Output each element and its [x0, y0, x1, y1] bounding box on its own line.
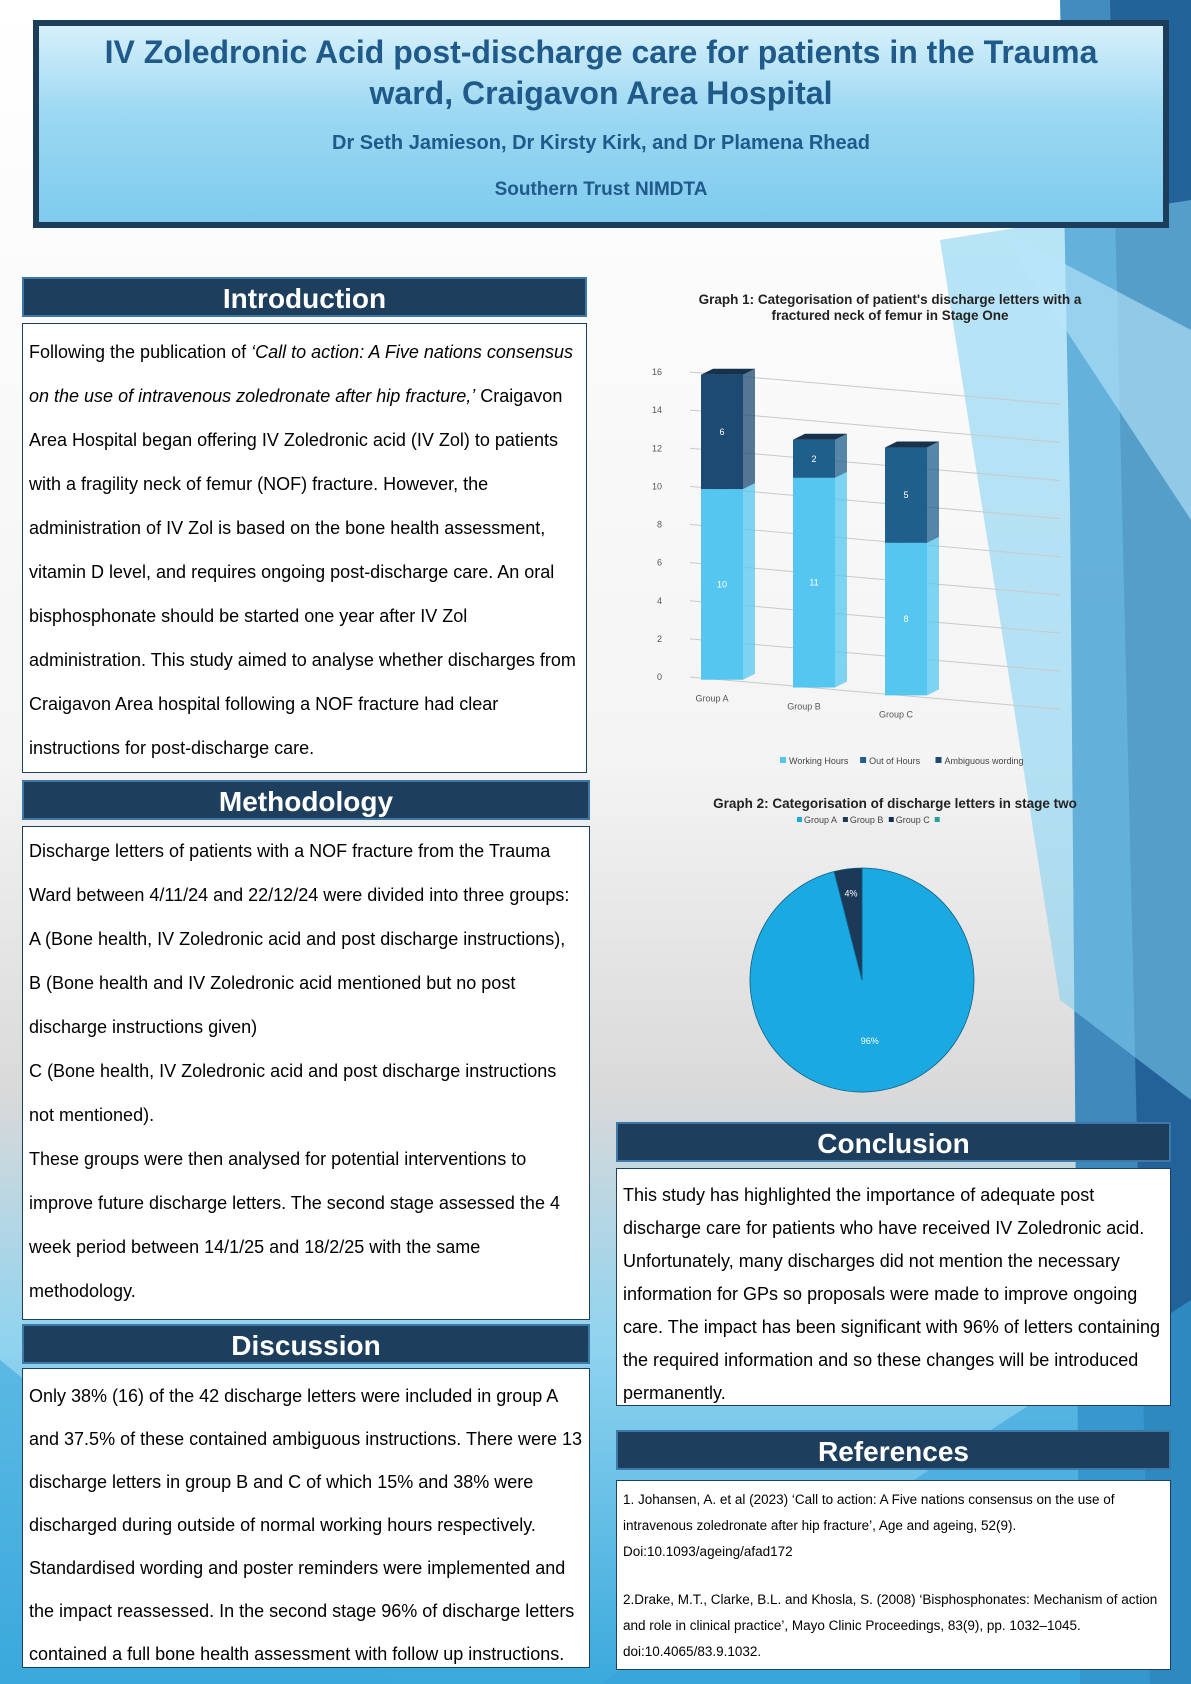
legend-swatch: [843, 817, 848, 822]
discussion-text: Only 38% (16) of the 42 discharge letters were included in group A and 37.5% of these contained ambiguous instructions. There were 13 discharge letters in group B and C of which 15% and 38% were discharged during outside of normal working hours respectively. Standardised wording and poster reminders were implemented and the impact reassessed. In the second stage 96% of discharge letters contained a full bone health assessment with follow up instructions.: [22, 1368, 590, 1668]
introduction-heading: Introduction: [22, 277, 587, 317]
conclusion-text: This study has highlighted the importance of adequate post discharge care for patients who have received IV Zoledronic acid. Unfortunately, many discharges did not mention the necessary information for GPs so proposals were made to improve ongoing care. The impact has been significant with 96% of letters containing the required information and so these changes will be introduced permanently.: [616, 1168, 1171, 1406]
bar-value-label: 11: [809, 577, 819, 588]
gridline: [690, 677, 1060, 709]
methodology-line: B (Bone health and IV Zoledronic acid mentioned but no post discharge instructions given): [29, 973, 516, 1037]
y-tick-label: 6: [656, 557, 662, 568]
legend-swatch: [935, 817, 940, 822]
bar-segment-side: [835, 434, 847, 478]
introduction-citation: ‘Call to action: A Five nations consensus on the use of intravenous zoledronate after hip fracture,’: [29, 342, 573, 406]
y-tick-label: 14: [651, 405, 662, 416]
legend-label: Out of Hours: [869, 756, 921, 766]
conclusion-section: [616, 1122, 1171, 1406]
y-tick-label: 4: [656, 595, 662, 606]
bar-segment-side: [743, 483, 755, 680]
references-heading: References: [616, 1430, 1171, 1470]
references-list: [616, 1480, 1171, 1670]
introduction-lead: Following the publication of: [29, 342, 252, 362]
introduction-text: [22, 323, 587, 773]
y-tick-label: 16: [651, 367, 662, 377]
graph-1: [640, 292, 1140, 782]
y-tick-label: 12: [651, 443, 662, 454]
introduction-body: Craigavon Area Hospital began offering IV Zoledronic acid (IV Zol) to patients with a fragility neck of femur (NOF) fracture. However, the administration of IV Zol is based on the bone health assessment, vitamin D level, and requires ongoing post-discharge care. An oral bisphosphonate should be started one year after IV Zol administration. This study aimed to analyse whether discharges from Craigavon Area hospital following a NOF fracture had clear instructions for post-discharge care.: [29, 386, 576, 758]
poster-organisation: Southern Trust NIMDTA: [494, 179, 708, 200]
discussion-section: [22, 1324, 590, 1668]
pie-value-label: 4%: [844, 888, 858, 899]
poster-header: [33, 20, 1169, 228]
methodology-text: [22, 826, 590, 1320]
bar-segment-side: [835, 472, 847, 688]
conclusion-heading: Conclusion: [616, 1122, 1171, 1162]
y-tick-label: 0: [656, 672, 662, 682]
reference-item: 2.Drake, M.T., Clarke, B.L. and Khosla, S. (2008) ‘Bisphosphonates: Mechanism of action and role in clinical practice’, Mayo Clinic Proceedings, 83(9), pp. 1032–1045. doi:10.4065/83.9.1032.: [623, 1592, 1158, 1659]
legend-swatch: [780, 757, 786, 763]
methodology-section: [22, 780, 590, 1320]
pie-chart: [690, 814, 1100, 1114]
graph-1-title: Graph 1: Categorisation of patient's discharge letters with a fractured neck of femur in Stage One: [698, 292, 1082, 323]
bar-segment-side: [927, 442, 939, 543]
legend-label: Group B: [849, 815, 884, 825]
legend-label: Group C: [895, 815, 930, 825]
bar-value-label: 8: [903, 614, 909, 625]
reference-item: 1. Johansen, A. et al (2023) ‘Call to action: A Five nations consensus on the use of intravenous zoledronate after hip fracture’, Age and ageing, 52(9). Doi:10.1093/ageing/afad172: [623, 1492, 1115, 1559]
legend-swatch: [860, 757, 866, 763]
bar-chart: [640, 332, 1100, 782]
x-tick-label: Group B: [787, 701, 821, 712]
bar-segment-side: [927, 537, 939, 696]
x-tick-label: Group A: [695, 693, 729, 704]
legend-label: Working Hours: [789, 756, 849, 766]
methodology-line: A (Bone health, IV Zoledronic acid and post discharge instructions),: [29, 929, 566, 949]
introduction-section: [22, 277, 587, 773]
poster-authors: Dr Seth Jamieson, Dr Kirsty Kirk, and Dr Plamena Rhead: [332, 132, 870, 154]
methodology-heading: Methodology: [22, 780, 590, 820]
graph-2: [690, 796, 1100, 1114]
methodology-line: These groups were then analysed for potential interventions to improve future discharge letters. The second stage assessed the 4 week period between 14/1/25 and 18/2/25 with the same methodology.: [29, 1149, 560, 1301]
legend-label: Ambiguous wording: [944, 756, 1024, 766]
methodology-line: C (Bone health, IV Zoledronic acid and post discharge instructions not mentioned).: [29, 1061, 557, 1125]
bar-value-label: 10: [716, 579, 728, 590]
bar-value-label: 5: [903, 490, 909, 501]
pie-value-label: 96%: [860, 1036, 879, 1047]
x-tick-label: Group C: [878, 709, 914, 720]
bar-value-label: 6: [719, 426, 725, 437]
y-tick-label: 2: [656, 633, 662, 644]
poster-title: IV Zoledronic Acid post-discharge care for patients in the Trauma ward, Craigavon Area Hospital: [104, 34, 1098, 111]
bar-segment-side: [743, 369, 755, 489]
y-tick-label: 10: [651, 481, 662, 492]
graph-2-title: Graph 2: Categorisation of discharge letters in stage two: [713, 796, 1077, 811]
references-section: [616, 1430, 1171, 1670]
y-tick-label: 8: [656, 519, 662, 530]
legend-swatch: [936, 757, 942, 763]
methodology-line: Discharge letters of patients with a NOF fracture from the Trauma Ward between 4/11/24 and 22/12/24 were divided into three groups:: [29, 841, 570, 905]
discussion-heading: Discussion: [22, 1324, 590, 1364]
legend-label: Group A: [804, 815, 838, 825]
legend-swatch: [797, 817, 802, 822]
bar-value-label: 2: [811, 453, 817, 464]
legend-swatch: [889, 817, 894, 822]
